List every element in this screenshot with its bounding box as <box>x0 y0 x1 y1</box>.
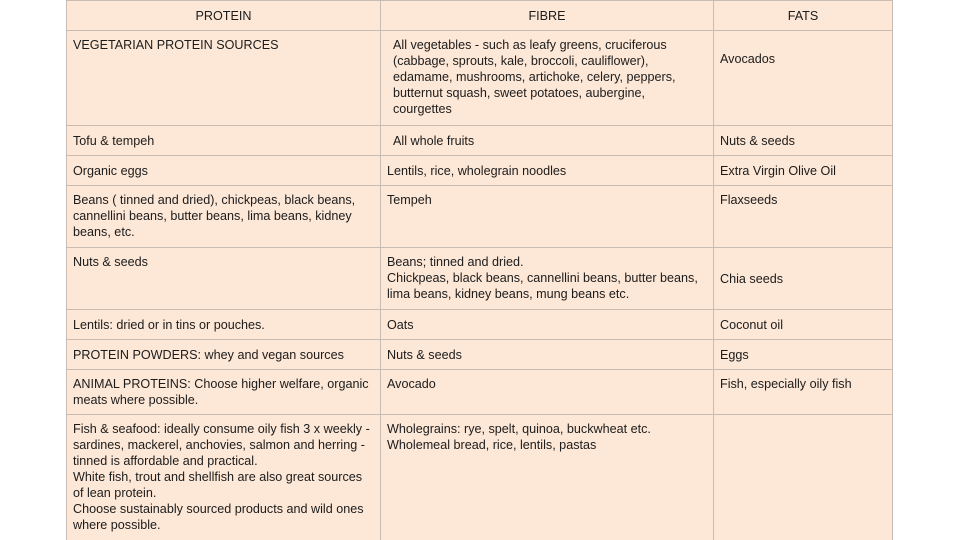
fats-cell: Coconut oil <box>714 310 893 340</box>
header-protein: PROTEIN <box>67 1 381 31</box>
fibre-cell: All whole fruits <box>381 126 714 156</box>
protein-cell: Fish & seafood: ideally consume oily fish 3 x weekly - sardines, mackerel, anchovies, salmon and herring - tinned is affordable and practical. White fish, trout and shellfish are also great sources of lean protein. Choose sustainably sourced products and wild ones where possible. <box>67 415 381 540</box>
food-sources-table <box>66 0 893 540</box>
table-row <box>67 126 893 156</box>
fibre-cell: All vegetables - such as leafy greens, cruciferous (cabbage, sprouts, kale, broccoli, cauliflower), edamame, mushrooms, artichoke, celery, peppers, butternut squash, sweet potatoes, aubergine, courgettes <box>381 31 714 126</box>
table-row <box>67 186 893 248</box>
protein-cell: ANIMAL PROTEINS: Choose higher welfare, organic meats where possible. <box>67 370 381 415</box>
fats-cell: Eggs <box>714 340 893 370</box>
fats-cell: Extra Virgin Olive Oil <box>714 156 893 186</box>
fibre-cell: Nuts & seeds <box>381 340 714 370</box>
table-row <box>67 415 893 540</box>
protein-cell: Beans ( tinned and dried), chickpeas, black beans, cannellini beans, butter beans, lima beans, kidney beans, etc. <box>67 186 381 248</box>
header-fats: FATS <box>714 1 893 31</box>
table-row <box>67 310 893 340</box>
fibre-cell: Beans; tinned and dried. Chickpeas, black beans, cannellini beans, butter beans, lima beans, kidney beans, mung beans etc. <box>381 248 714 310</box>
fibre-cell: Wholegrains: rye, spelt, quinoa, buckwheat etc. Wholemeal bread, rice, lentils, pastas <box>381 415 714 540</box>
fibre-cell: Oats <box>381 310 714 340</box>
fats-cell: Chia seeds <box>714 248 893 310</box>
protein-cell: Organic eggs <box>67 156 381 186</box>
fats-cell: Nuts & seeds <box>714 126 893 156</box>
fats-cell <box>714 415 893 540</box>
header-row <box>67 1 893 31</box>
fats-cell: Avocados <box>714 31 893 126</box>
fibre-cell: Avocado <box>381 370 714 415</box>
table-row <box>67 248 893 310</box>
table-row <box>67 31 893 126</box>
right-margin <box>892 0 960 540</box>
fats-cell: Fish, especially oily fish <box>714 370 893 415</box>
left-margin <box>0 0 66 540</box>
header-fibre: FIBRE <box>381 1 714 31</box>
table-row <box>67 156 893 186</box>
fibre-cell: Lentils, rice, wholegrain noodles <box>381 156 714 186</box>
protein-cell: PROTEIN POWDERS: whey and vegan sources <box>67 340 381 370</box>
fibre-cell: Tempeh <box>381 186 714 248</box>
table-row <box>67 370 893 415</box>
protein-cell: Lentils: dried or in tins or pouches. <box>67 310 381 340</box>
protein-cell: Nuts & seeds <box>67 248 381 310</box>
table-row <box>67 340 893 370</box>
fats-cell: Flaxseeds <box>714 186 893 248</box>
protein-cell: Tofu & tempeh <box>67 126 381 156</box>
protein-cell: VEGETARIAN PROTEIN SOURCES <box>67 31 381 126</box>
